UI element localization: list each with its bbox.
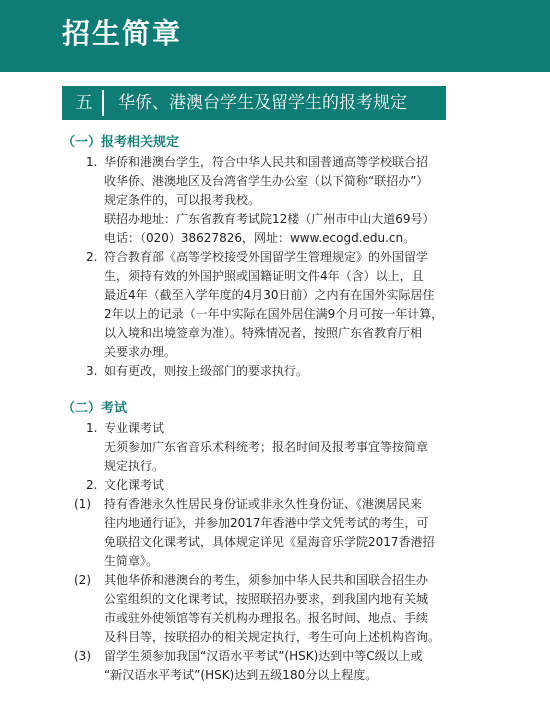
item-number: 1. (86, 421, 98, 435)
item-number: 2. (86, 478, 98, 492)
item-text-line: 及科目等，按联招办的相关规定执行，考生可向上述机构咨询。 (104, 630, 441, 644)
list-item (62, 419, 502, 438)
item-number: (2) (74, 573, 91, 587)
item-text-line: 关要求办理。 (104, 345, 177, 359)
item-text-line: 生，须持有效的外国护照或国籍证明文件4年（含）以上，且 (104, 269, 424, 283)
section-number: 五 (66, 90, 104, 116)
item-text-line: 无须参加广东省音乐术科统考；报名时间及报考事宜等按简章 (104, 440, 429, 454)
item-text-line: 往内地通行证》，并参加2017年香港中学文凭考试的考生，可 (104, 516, 429, 530)
list-item (62, 438, 502, 476)
subheading-registration: （一）报考相关规定 (62, 135, 180, 150)
item-text-line: 如有更改，则按上级部门的要求执行。 (104, 364, 309, 378)
item-text-line: 公室组织的文化课考试，按照联招办要求，到我国内地有关城 (104, 592, 429, 606)
subheading-exam: （二）考试 (62, 401, 128, 416)
section-title: 华侨、港澳台学生及留学生的报考规定 (118, 93, 407, 113)
item-text-line: 免联招文化课考试，具体规定详见《星海音乐学院2017香港招 (104, 535, 435, 549)
registration-rules-list (62, 153, 502, 381)
exam-rules-list (62, 419, 502, 685)
item-number: 1. (86, 155, 98, 169)
item-text-line: 最近4年（截至入学年度的4月30日前）之内有在国外实际居住 (104, 288, 435, 302)
list-item (62, 571, 502, 647)
header-band (0, 0, 550, 72)
item-text-line: 2年以上的记录（一年中实际在国外居住满9个月可按一年计算， (104, 307, 444, 321)
list-item (62, 495, 502, 571)
item-number: (3) (74, 649, 91, 663)
list-item (62, 647, 502, 685)
list-item (62, 248, 502, 362)
item-number: (1) (74, 497, 91, 511)
list-item (62, 153, 502, 248)
item-text-line: 生简章》。 (104, 554, 159, 568)
document-body (62, 133, 502, 685)
item-text-line: 收华侨、港澳地区及台湾省学生办公室（以下简称“联招办”） (104, 174, 429, 188)
item-text-line: 以入境和出境签章为准）。特殊情况者，按照广东省教育厅相 (104, 326, 423, 340)
item-number: 3. (86, 364, 98, 378)
item-text-line: 文化课考试 (104, 478, 165, 492)
item-text-line: 符合教育部《高等学校接受外国留学生管理规定》的外国留学 (104, 250, 429, 264)
page-title: 招生简章 (62, 17, 183, 50)
item-text-line: 其他华侨和港澳台的考生，须参加中华人民共和国联合招生办 (104, 573, 429, 587)
item-text-line: 专业课考试 (104, 421, 165, 435)
item-number: 2. (86, 250, 98, 264)
item-text-line: 市或驻外使领馆等有关机构办理报名。报名时间、地点、手续 (104, 611, 429, 625)
list-item (62, 362, 502, 381)
item-text-line: “新汉语水平考试”(HSK)达到五级180分以上程度。 (104, 668, 378, 682)
item-text-line: 联招办地址：广东省教育考试院12楼（广州市中山大道69号） (104, 212, 435, 226)
item-text-line: 持有香港永久性居民身份证或非永久性身份证、《港澳居民来 (104, 497, 423, 511)
section-title-bar (62, 86, 446, 120)
list-item (62, 476, 502, 495)
item-text-line: 规定执行。 (104, 459, 165, 473)
item-text-line: 留学生须参加我国“汉语水平考试”(HSK)达到中等C级以上或 (104, 649, 423, 663)
item-text-line: 电话：（020）38627826，网址：www.ecogd.edu.cn。 (104, 231, 416, 245)
item-text-line: 华侨和港澳台学生，符合中华人民共和国普通高等学校联合招 (104, 155, 429, 169)
item-text-line: 规定条件的，可以报考我校。 (104, 193, 261, 207)
